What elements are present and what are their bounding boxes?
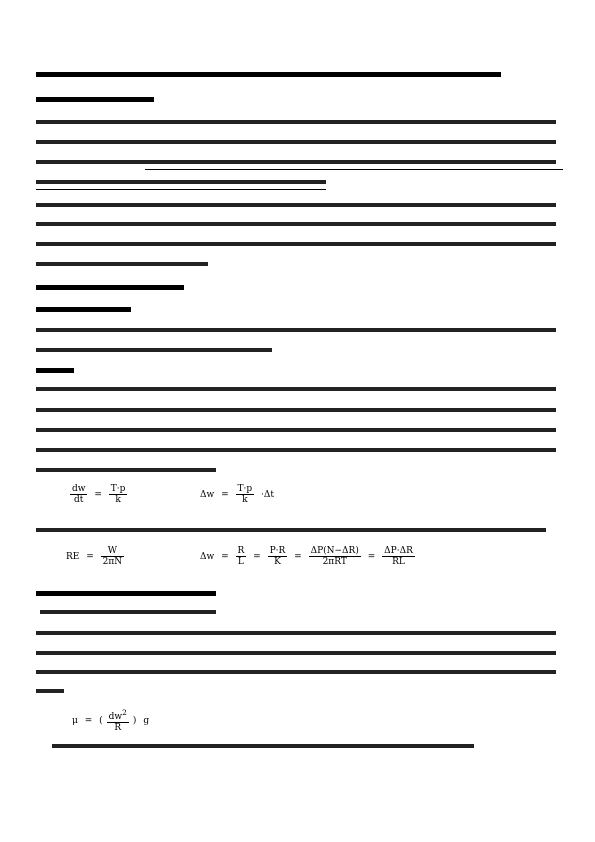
eq3-lhs: RE: [66, 551, 80, 562]
eq4-d2: K: [274, 557, 281, 567]
equation-5: μ = ( $\frac{dw^2}{R}$ ) g: [72, 708, 150, 733]
eq4-d3: 2πRT: [322, 557, 347, 567]
eq1-rhs-den: k: [115, 495, 121, 505]
eq2-den: k: [242, 495, 248, 505]
eq4-n1: R: [237, 546, 245, 556]
equation-2: Δw = $\frac{T\cdot p}{k}$ ·Δt: [200, 484, 274, 505]
eq1-lhs-den: dt: [74, 495, 84, 505]
eq3-den: 2πN: [102, 557, 123, 567]
eq5-suffix: g: [143, 715, 150, 726]
eq4-d1: L: [237, 557, 244, 567]
eq3-num: W: [101, 546, 125, 557]
eq2-num: T·p: [237, 484, 253, 494]
eq4-n3: ΔP(N−ΔR): [310, 546, 359, 556]
eq1-lhs-num: dw: [72, 484, 86, 494]
equation-1: $\frac{dw}{dt}$ = $\frac{T\cdot p}{k}$: [72, 484, 126, 505]
eq5-den: R: [114, 723, 122, 733]
eq4-n4: ΔP·ΔR: [384, 546, 413, 556]
eq4-d4: RL: [392, 557, 405, 567]
eq2-suffix: ·Δt: [261, 489, 274, 500]
eq2-prefix: Δw: [200, 489, 215, 500]
equation-4: Δw = $\frac{R}{L}$ = $\frac{P\cdot R}{K}$ = $\frac{\Delta P(N-\Delta R)}{\text{2πRT}}$ = $\frac{\Delta P\cdot\Delta R}{RL}$: [200, 546, 413, 567]
eq5-prefix: μ: [72, 715, 78, 726]
eq1-rhs-num: T·p: [110, 484, 126, 494]
eq5-num: dw: [108, 712, 123, 722]
equation-3: RE = $\frac{W}{2\pi N}$: [66, 546, 123, 567]
eq4-prefix: Δw: [200, 551, 215, 562]
eq4-n2: P·R: [269, 546, 286, 556]
eq5-num-sup: 2: [122, 708, 127, 717]
